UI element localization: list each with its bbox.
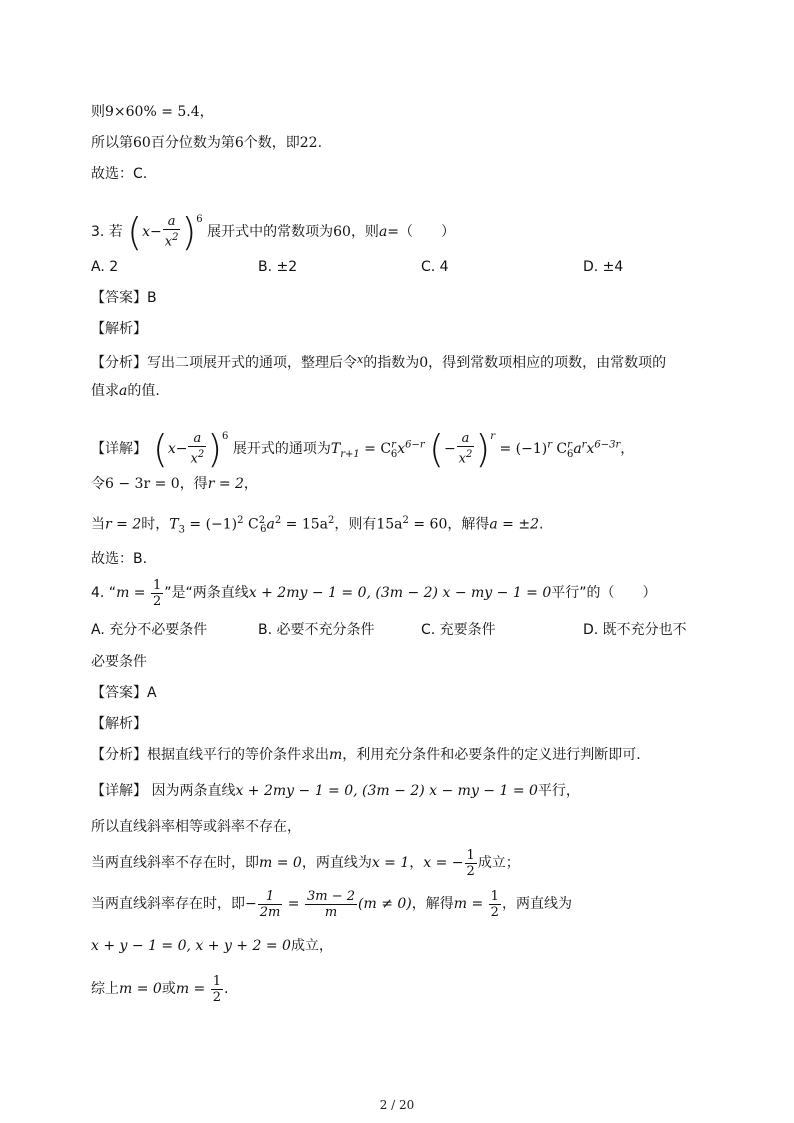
math: =	[283, 896, 304, 912]
math: x + y − 1 = 0, x + y + 2 = 0	[91, 938, 291, 954]
text: 综上	[91, 981, 119, 997]
text-line	[91, 936, 333, 956]
text: ，则有	[334, 516, 377, 533]
paren-close: )	[181, 210, 197, 254]
fraction-numerator: 1	[490, 888, 499, 904]
math: −	[245, 896, 257, 912]
question-number: 4. “	[91, 585, 117, 601]
math: 6	[390, 448, 398, 460]
option-c: C. 4	[421, 259, 449, 275]
math: (m ≠ 0)	[358, 896, 412, 912]
math: r = 2	[207, 476, 244, 492]
option-b: B. ±2	[258, 259, 298, 275]
text: ，得	[179, 476, 208, 492]
fraction-numerator: a	[457, 431, 475, 447]
math: r+1	[340, 448, 360, 460]
fraction	[305, 889, 357, 920]
fraction	[465, 848, 477, 879]
detail-solution	[91, 781, 580, 801]
fraction-denominator	[188, 447, 206, 466]
text: .	[538, 516, 544, 533]
math: m =	[453, 896, 488, 912]
option-d: D. 既不充分也不	[583, 622, 687, 638]
math: x	[357, 353, 364, 366]
text: ，	[199, 104, 214, 120]
math: a	[378, 224, 388, 240]
math: m	[329, 747, 343, 763]
math: 6−r	[405, 439, 425, 451]
exponent: r	[490, 431, 495, 442]
math: x	[397, 441, 406, 457]
option-b: B. 必要不充分条件	[258, 622, 375, 638]
math: 6	[566, 448, 574, 460]
math: C	[551, 441, 568, 457]
fraction-denominator: 2m	[259, 904, 281, 920]
math: x	[586, 441, 595, 457]
math: x	[458, 451, 467, 467]
math: r	[581, 439, 587, 451]
math: x = 1	[371, 855, 410, 871]
fraction-numerator: 1	[466, 847, 475, 863]
math: m = 0	[119, 981, 162, 997]
question-4-stem	[91, 576, 657, 610]
math: 2	[258, 515, 266, 526]
analysis-text	[91, 350, 666, 373]
fraction-denominator: 2	[152, 593, 162, 609]
math: C	[243, 516, 259, 533]
text: 当两直线斜率不存在时，即	[91, 855, 259, 871]
text-line	[91, 846, 520, 880]
math: 6 − 3r = 0	[105, 476, 180, 492]
fraction-numerator: 1	[152, 577, 162, 593]
fraction-denominator: 2	[490, 904, 499, 920]
fraction	[151, 578, 163, 609]
text: 则	[91, 104, 105, 120]
fraction	[489, 889, 501, 920]
math: −	[150, 224, 162, 240]
text: 成立；	[477, 855, 520, 871]
fraction	[163, 214, 181, 249]
text-line	[91, 887, 572, 921]
exponent: 6	[196, 214, 203, 225]
text: 平行”的（ ）	[551, 585, 657, 601]
text: 的值.	[127, 383, 160, 399]
answer-choice: 故选：B.	[91, 551, 148, 567]
fraction	[188, 431, 206, 466]
math: 2	[402, 515, 409, 526]
analysis-text	[91, 381, 160, 401]
math: 3	[178, 524, 185, 536]
option-d: D. ±4	[583, 259, 624, 275]
math: 60	[333, 224, 351, 240]
text: ，	[243, 476, 258, 492]
math: a = ±2	[489, 516, 539, 533]
text: ，解得	[411, 896, 454, 912]
fraction-denominator: 2	[212, 989, 222, 1005]
math: 2	[237, 515, 244, 526]
text-line	[91, 474, 258, 494]
math: 2	[197, 449, 205, 461]
answer-choice: 故选：C.	[91, 166, 148, 182]
text: ，则	[350, 224, 379, 240]
math: = 60	[408, 516, 448, 533]
text: 所以第	[91, 135, 133, 151]
paren-open: (	[429, 427, 444, 471]
text: 当两直线斜率存在时，即	[91, 896, 245, 912]
math: 0	[419, 355, 429, 371]
text: ，	[409, 855, 424, 871]
math: T	[169, 516, 179, 533]
math: −	[443, 441, 456, 457]
math: =	[129, 585, 150, 601]
math: x + 2my − 1 = 0, (3m − 2) x − my − 1 = 0	[235, 783, 538, 799]
math: = (−1)	[184, 516, 238, 533]
math: 60	[133, 135, 151, 151]
math: = 15a	[281, 516, 328, 533]
text: ”是“两条直线	[164, 585, 249, 601]
math: = (−1)	[495, 441, 548, 457]
math: r	[391, 439, 396, 451]
option-d-continued: 必要条件	[91, 654, 147, 670]
fraction	[457, 431, 475, 466]
fraction-numerator: 3m − 2	[306, 888, 356, 904]
fraction-denominator: 2	[466, 863, 475, 879]
text: ，得到常数项相应的项数，由常数项的	[428, 355, 667, 371]
option-a: A. 充分不必要条件	[91, 622, 208, 638]
text: ，	[620, 441, 635, 457]
math: a	[119, 383, 128, 399]
math: −	[175, 441, 188, 457]
page-number: 2 / 20	[379, 1098, 415, 1112]
math: 2	[466, 449, 473, 461]
detail-heading: 【详解】	[91, 441, 147, 457]
math: r	[567, 439, 572, 451]
math: x	[190, 451, 198, 467]
paren-close: )	[207, 427, 223, 471]
detail-solution	[91, 417, 634, 475]
math: a	[573, 441, 582, 457]
math: x	[164, 234, 173, 250]
math: x	[142, 224, 150, 240]
text: 时，	[141, 516, 170, 533]
math: 6	[234, 135, 244, 151]
text: 值求	[91, 383, 119, 399]
math: m =	[175, 981, 210, 997]
math: x = −	[423, 855, 464, 871]
text: .	[317, 135, 323, 151]
analysis-text	[91, 745, 641, 765]
paren-open: (	[153, 427, 168, 471]
math: 6−3r	[594, 439, 621, 451]
math: r = 2	[105, 516, 142, 533]
fraction-numerator: 1	[212, 973, 222, 989]
math: 6	[260, 524, 267, 536]
text-line	[91, 511, 543, 540]
analysis-heading: 【解析】	[91, 716, 147, 732]
fraction-denominator: m	[324, 904, 338, 920]
math: r	[547, 439, 552, 451]
math: 15a	[376, 516, 403, 533]
math: = C	[359, 441, 392, 457]
text-line	[91, 133, 322, 153]
math: x + 2my − 1 = 0, (3m − 2) x − my − 1 = 0	[248, 585, 552, 601]
math: 2	[327, 515, 335, 526]
fraction-numerator: a	[163, 214, 181, 230]
text: ，利用充分条件和必要条件的定义进行判断即可.	[342, 747, 641, 763]
option-c: C. 充要条件	[421, 622, 496, 638]
math: 9×60% = 5.4	[105, 104, 200, 120]
text: 【分析】写出二项展开式的通项，整理后令	[91, 355, 357, 371]
text: 平行，	[537, 783, 580, 799]
math: 22	[299, 135, 318, 151]
text-line	[91, 102, 214, 122]
fraction-numerator: 1	[258, 889, 283, 905]
text: 令	[91, 476, 105, 492]
option-a: A. 2	[91, 259, 119, 275]
text: 个数，即	[243, 135, 300, 151]
text: ，两直线为	[501, 896, 572, 912]
text: 【详解】 因为两条直线	[91, 783, 236, 799]
paren-open: (	[127, 210, 143, 254]
answer: 【答案】B	[91, 290, 157, 306]
text: 或	[161, 981, 176, 997]
fraction-numerator: a	[188, 431, 206, 447]
analysis-heading: 【解析】	[91, 321, 147, 337]
text-line: 所以直线斜率相等或斜率不存在，	[91, 819, 301, 835]
math: x	[167, 441, 176, 457]
text: .	[224, 981, 229, 997]
math: 2	[274, 515, 282, 526]
text: 百分位数为第	[150, 135, 235, 151]
math: T	[330, 441, 341, 457]
text: 的指数为	[363, 355, 420, 371]
text: 成立，	[290, 938, 333, 954]
fraction-denominator	[163, 230, 181, 249]
text: 展开式的通项为	[232, 441, 331, 457]
text: 【分析】根据直线平行的等价条件求出	[91, 747, 329, 763]
text: =（ ）	[387, 224, 456, 240]
question-3-stem	[91, 200, 455, 252]
math: m = 0	[259, 855, 302, 871]
fraction	[211, 974, 223, 1005]
paren-close: )	[475, 427, 491, 471]
text: ，解得	[447, 516, 490, 533]
text: 当	[91, 516, 105, 533]
exponent: 6	[222, 431, 229, 442]
text-line	[91, 972, 228, 1006]
math: a	[266, 516, 275, 533]
fraction	[258, 889, 283, 920]
question-number: 3. 若	[91, 224, 123, 240]
text: ，两直线为	[301, 855, 372, 871]
text: 展开式中的常数项为	[207, 224, 334, 240]
answer: 【答案】A	[91, 685, 157, 701]
math: 2	[172, 232, 179, 244]
math: m	[116, 585, 130, 601]
fraction-denominator	[457, 447, 475, 466]
